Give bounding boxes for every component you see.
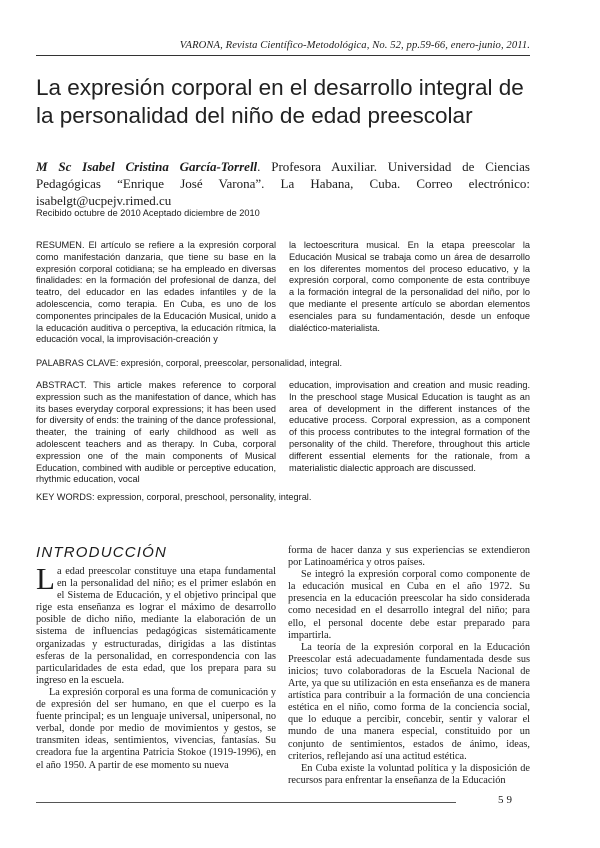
author-info: [36, 158, 530, 209]
footer-divider: [36, 802, 456, 803]
section-heading-introduccion: INTRODUCCIÓN: [36, 544, 168, 561]
author-affiliation: . Profesora Auxiliar. Universidad de Ciencias Pedagógicas “Enrique José Varona”. La Habana, Cuba. Correo electrónico: isabelgt@ucpejv.rimed.cu: [36, 159, 530, 208]
intro-paragraph-3: forma de hacer danza y sus experiencias se extendieron por Latinoamérica y otros países.: [288, 545, 530, 569]
received-dates: Recibido octubre de 2010 Aceptado diciembre de 2010: [36, 208, 260, 218]
abstract-right-column: education, improvisation and creation and music reading. In the preschool stage Musical Education is taught as an area of development in the different instances of the educative process. Corporal expression, as a component of this process contributes to the integral formation of the personality of the child. Therefore, throughout this article different essential elements for the rationale, from a materialistic dialectic approach are discussed.: [289, 380, 530, 473]
intro-paragraph-5: La teoría de la expresión corporal en la Educación Preescolar está adecuadamente fundamentada desde sus inicios; tuvo colaboradoras de la Escuela Nacional de Arte, ya que su utilización en esta enseñanza es de manera artística para contribuir a la formación de una conciencia estética en el niño, como forma de la conciencia social, que lo eduque a percibir, concebir, sentir y valorar el mundo de una manera especial, constituido por un conjunto de sentimientos, estados de ánimo, ideas, criterios, reflejando así una actitud estética.: [288, 641, 530, 762]
abstract-left-column: ABSTRACT. This article makes reference to corporal expression such as the manifestation of dance, which has its bases everyday corporal expressions; it has been used for diversity of ends: the training of the dance professional, theater, the training of early childhood as well as adolescent teachers and as therapy. In Cuba, corporal expression one of the main components of Musical Education, combined with audible or perceptive education, rhythmic education, vocal: [36, 380, 276, 485]
title-line-1: La expresión corporal en el desarrollo integral de: [36, 75, 524, 100]
header-divider: [36, 55, 530, 56]
intro-paragraph-1: [36, 561, 276, 687]
body-right-column: [288, 545, 530, 787]
intro-paragraph-6: En Cuba existe la voluntad política y la disposición de recursos para enfrentar la enseñanza de la Educación: [288, 762, 530, 786]
resumen-left-column: RESUMEN. El artículo se refiere a la expresión corporal como manifestación danzaria, que tiene su base en la expresión corporal cotidiana; se ha empleado en diversas finalidades: en la formación del profesional de danza, del teatro, del educador en las edades infantiles y de la adolescencia, como terapia. En Cuba, es uno de los componentes principales de la Educación Musical, unido a la educación auditiva o perceptiva, la educación rítmica, la educación vocal, la improvisación-creación y: [36, 240, 276, 345]
author-name: M Sc Isabel Cristina García-Torrell: [36, 159, 258, 174]
intro-paragraph-1-text: a edad preescolar constituye una etapa fundamental en la personalidad del niño; es el primer eslabón en el Sistema de Educación, y el objetivo principal que rige esta enseñanza es lograr el máximo de desarrollo posible de dicho niño, mediante la elaboración de un sistema de influencias pedagógicas sistemáticamente organizadas y estructuradas, dirigidas a las distintas esferas de la personalidad, en correspondencia con las particularidades de esta edad, que los prepara para su ingreso en la escuela.: [36, 566, 276, 686]
resumen-right-column: la lectoescritura musical. En la etapa preescolar la Educación Musical se trabaja como un área de desarrollo en los diferentes momentos del proceso educativo, y la expresión corporal, como componente de esta contribuye a la formación integral de la personalidad del niño, por lo que mediante el presente artículo se abordan elementos esenciales para su fundamentación, desde un enfoque dialéctico-materialista.: [289, 240, 530, 333]
body-left-column: [36, 561, 276, 772]
key-words: KEY WORDS: expression, corporal, preschool, personality, integral.: [36, 492, 312, 502]
page-number: 59: [498, 794, 515, 806]
intro-paragraph-4: Se integró la expresión corporal como componente de la educación musical en Cuba en el año 1972. Su presencia en la educación preescolar ha sido considerada como necesidad en el desarrollo integral del niño; para ello, el personal docente debe estar preparado para impartirla.: [288, 569, 530, 641]
drop-cap: L: [36, 561, 55, 596]
title-line-2: la personalidad del niño de edad preescolar: [36, 103, 473, 128]
intro-paragraph-2: La expresión corporal es una forma de comunicación y de expresión del ser humano, en que el cuerpo es la fuente principal; es un lenguaje universal, unipersonal, no verbal, donde por medio de movimientos y gestos, se transmiten ideas, sentimientos, vivencias, fantasías. Su creadora fue la argentina Patricia Stokoe (1919-1996), en el año 1950. A partir de ese momento su nueva: [36, 686, 276, 771]
journal-citation-header: VARONA, Revista Científico-Metodológica, No. 52, pp.59-66, enero-junio, 2011.: [179, 40, 530, 51]
article-title: [36, 74, 556, 130]
palabras-clave: PALABRAS CLAVE: expresión, corporal, preescolar, personalidad, integral.: [36, 358, 343, 368]
